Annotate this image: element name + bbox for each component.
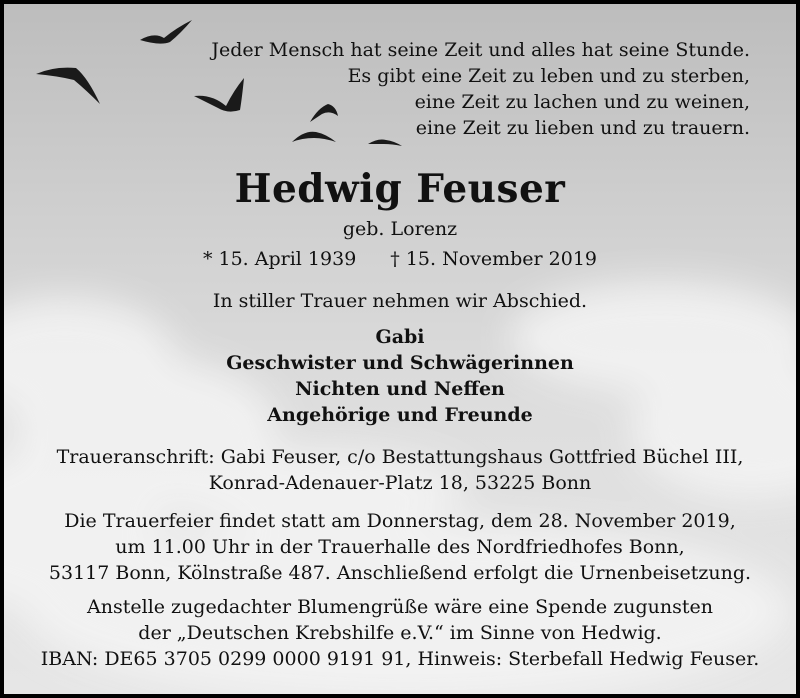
donation-line: Anstelle zugedachter Blumengrüße wäre eine Spende zugunsten: [87, 596, 713, 618]
ceremony-line: Die Trauerfeier findet statt am Donnerstag, dem 28. November 2019,: [64, 510, 736, 532]
address-line: Traueranschrift: Gabi Feuser, c/o Bestattungshaus Gottfried Büchel III,: [56, 446, 744, 468]
poem-line: Es gibt eine Zeit zu leben und zu sterben,: [347, 65, 750, 87]
mourner-line: Nichten und Neffen: [295, 378, 505, 400]
farewell-text: In stiller Trauer nehmen wir Abschied.: [212, 290, 588, 312]
bird-icon: [310, 104, 338, 122]
address-line: Konrad-Adenauer-Platz 18, 53225 Bonn: [208, 472, 592, 494]
poem-line: Jeder Mensch hat seine Zeit und alles hat seine Stunde.: [211, 39, 750, 61]
donation-line: IBAN: DE65 3705 0299 0000 9191 91, Hinweis: Sterbefall Hedwig Feuser.: [40, 648, 760, 670]
maiden-name: geb. Lorenz: [342, 218, 458, 240]
mourner-line: Geschwister und Schwägerinnen: [226, 352, 574, 374]
ceremony-line: 53117 Bonn, Kölnstraße 487. Anschließend erfolgt die Urnenbeisetzung.: [48, 562, 752, 584]
bird-icon: [194, 78, 244, 112]
death-date: † 15. November 2019: [390, 248, 598, 270]
bird-icon: [36, 68, 100, 104]
mourner-line: Gabi: [375, 326, 425, 348]
poem-line: eine Zeit zu lachen und zu weinen,: [414, 91, 750, 113]
ceremony-line: um 11.00 Uhr in der Trauerhalle des Nordfriedhofes Bonn,: [115, 536, 685, 558]
birth-date: * 15. April 1939: [202, 248, 357, 270]
bird-icon: [140, 20, 192, 44]
bird-icon: [368, 140, 402, 147]
mourner-line: Angehörige und Freunde: [267, 404, 533, 426]
deceased-name: Hedwig Feuser: [234, 166, 566, 212]
life-dates: [4, 248, 796, 270]
poem-line: eine Zeit zu lieben und zu trauern.: [415, 117, 750, 139]
bird-icon: [292, 132, 336, 142]
donation-line: der „Deutschen Krebshilfe e.V.“ im Sinne von Hedwig.: [138, 622, 662, 644]
